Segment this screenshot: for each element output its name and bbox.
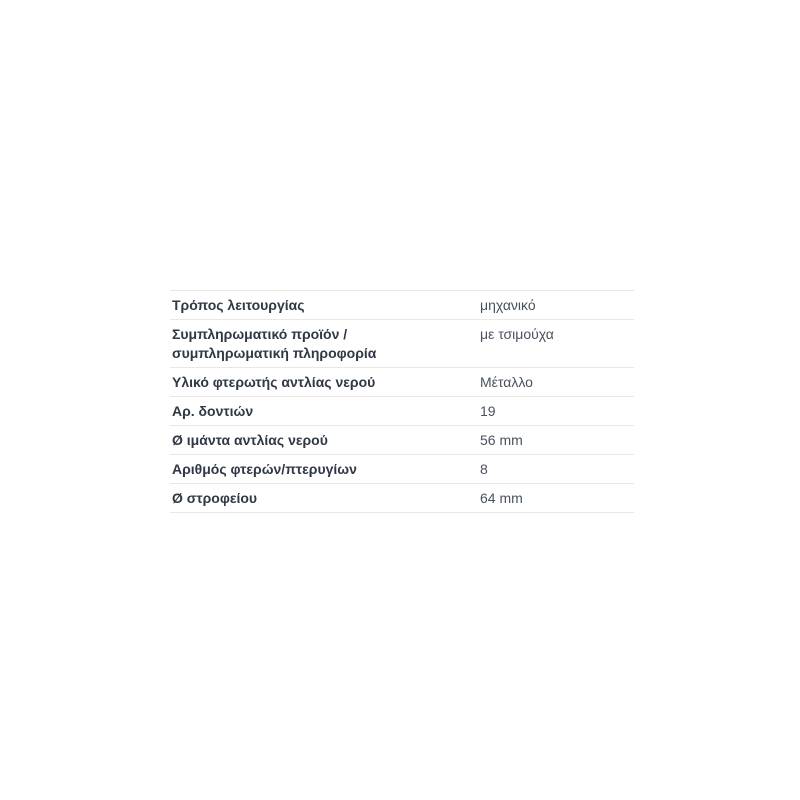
spec-table-body — [170, 291, 634, 513]
spec-row — [170, 291, 634, 320]
spec-label: Αριθμός φτερών/πτερυγίων — [170, 455, 478, 484]
spec-label: Ø ιμάντα αντλίας νερού — [170, 426, 478, 455]
spec-row — [170, 455, 634, 484]
spec-value: Μέταλλο — [478, 368, 634, 397]
spec-value: 8 — [478, 455, 634, 484]
spec-label: Υλικό φτερωτής αντλίας νερού — [170, 368, 478, 397]
spec-row — [170, 320, 634, 368]
spec-table — [170, 290, 634, 513]
spec-value: 56 mm — [478, 426, 634, 455]
spec-row — [170, 368, 634, 397]
spec-value: με τσιμούχα — [478, 320, 634, 368]
spec-label: Τρόπος λειτουργίας — [170, 291, 478, 320]
spec-label: Συμπληρωματικό προϊόν / συμπληρωματική πληροφορία — [170, 320, 478, 368]
spec-label: Ø στροφείου — [170, 484, 478, 513]
spec-value: 64 mm — [478, 484, 634, 513]
spec-label: Αρ. δοντιών — [170, 397, 478, 426]
spec-value: 19 — [478, 397, 634, 426]
spec-row — [170, 397, 634, 426]
spec-row — [170, 426, 634, 455]
spec-value: μηχανικό — [478, 291, 634, 320]
spec-row — [170, 484, 634, 513]
